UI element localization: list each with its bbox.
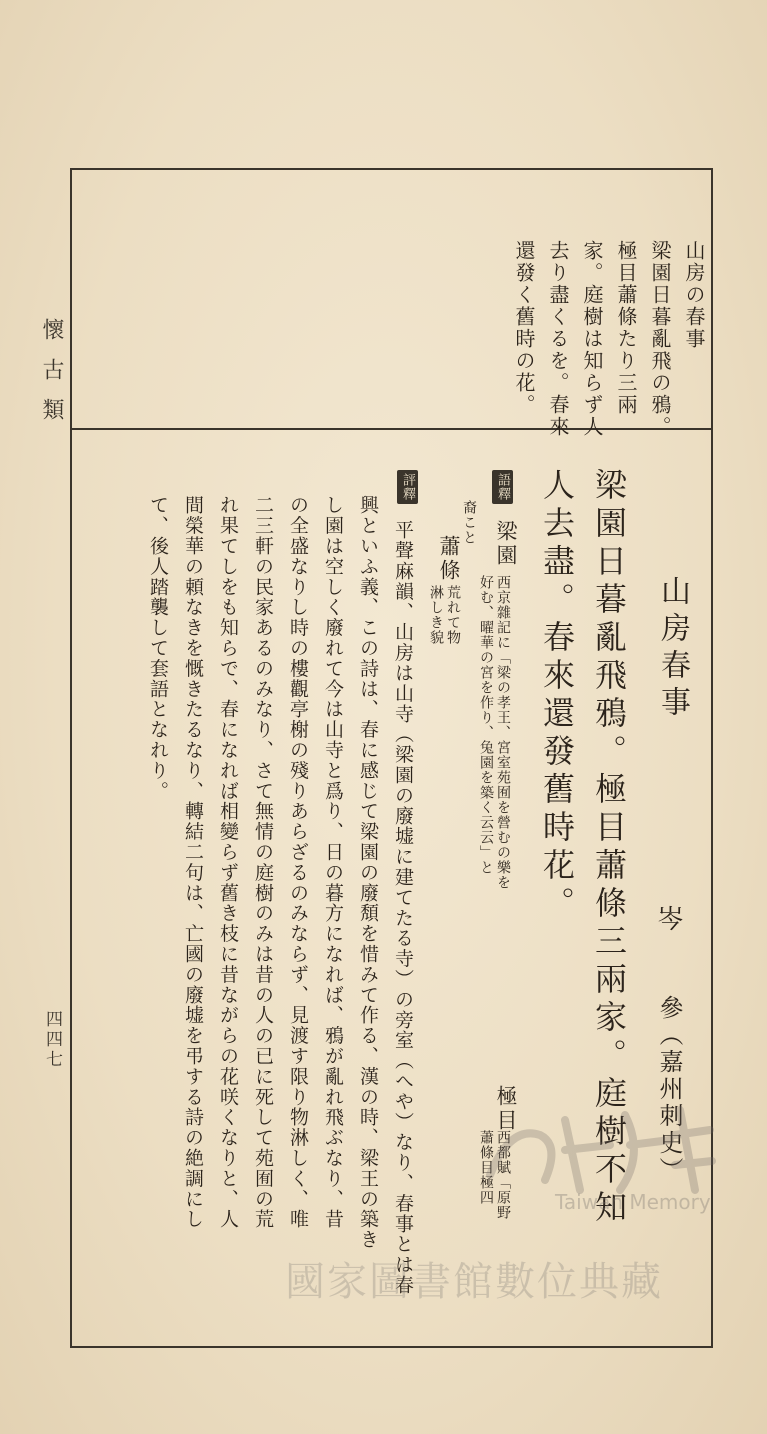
glossary-label: 語釋 <box>492 470 513 504</box>
top-box-line: 梁園日暮亂飛の鴉。 <box>648 240 672 438</box>
glossary-text: 荒れて物 <box>445 585 461 645</box>
poem-author: 岑 <box>653 905 683 935</box>
top-box-line: 山房の春事 <box>682 240 706 350</box>
watermark-chinese: 國家圖書館數位典藏 <box>285 1259 663 1305</box>
poem-title: 山房春事 <box>655 575 690 723</box>
top-box-line: 極目蕭條たり三兩 <box>614 240 638 416</box>
glossary-term: 梁園 <box>494 520 518 568</box>
glossary-term: 極目 <box>494 1085 518 1133</box>
commentary-line: 間榮華の頼なきを慨きたるなり、轉結二句は、亡國の廢墟を弔する詩の絶調にし <box>182 495 204 1230</box>
poem-author-note: 參（嘉州刺史） <box>655 995 683 1184</box>
glossary-text: 好む、曜華の宮を作り、兔園を築く云云」と <box>478 575 494 875</box>
glossary-term: 蕭條 <box>437 535 461 583</box>
poem-line: 梁園日暮亂飛鴉。極目蕭條三兩家。庭樹不知 <box>590 468 628 1228</box>
section-label: 懷古類 <box>39 318 64 438</box>
watermark-english: Taiwan Memory <box>555 1190 711 1214</box>
top-box-line: 家。庭樹は知らず人 <box>580 240 604 438</box>
glossary-text: 西京雜記に「梁の孝王、宮室苑囿を營むの樂を <box>495 575 511 890</box>
commentary-label: 評釋 <box>397 470 418 504</box>
commentary-line: 二三軒の民家あるのみなり、さて無情の庭樹のみは昔の人の已に死して苑囿の荒 <box>252 495 274 1230</box>
commentary-line: 興といふ義、この詩は、春に感じて梁園の廢頽を惜みて作る、漢の時、梁王の築き <box>357 495 379 1250</box>
page-number: 四四七 <box>42 1010 62 1070</box>
commentary-line: て、後人踏襲して套語となれり。 <box>147 495 169 801</box>
glossary-text: 蕭條目極四 <box>478 1130 494 1205</box>
glossary-text: 淋しき貌 <box>428 585 444 645</box>
watermark-logo <box>470 1095 720 1205</box>
commentary-line: の全盛なりし時の樓觀亭榭の殘りあらざるのみならず、見渡す限り物淋しく、唯 <box>287 495 309 1230</box>
top-box-line: 還發く舊時の花。 <box>512 240 536 416</box>
poem-line: 人去盡。春來還發舊時花。 <box>538 468 576 924</box>
glossary-text: 西都賦「原野 <box>495 1130 511 1220</box>
commentary-line: し園は空しく廢れて今は山寺と爲り、日の暮方になれば、鴉が亂れ飛ぶなり、昔 <box>322 495 344 1230</box>
top-box-line: 去り盡くるを。春來 <box>546 240 570 438</box>
glossary-text: 裔こと <box>461 500 477 545</box>
commentary-line: 平聲麻韻、山房は山寺（梁園の廢墟に建てたる寺）の旁室（へや）なり、春事とは春 <box>392 520 414 1296</box>
commentary-line: れ果てしをも知らで、春になれば相變らず舊き枝に昔ながらの花咲くなりと、人 <box>217 495 239 1230</box>
frame-divider <box>70 428 713 430</box>
